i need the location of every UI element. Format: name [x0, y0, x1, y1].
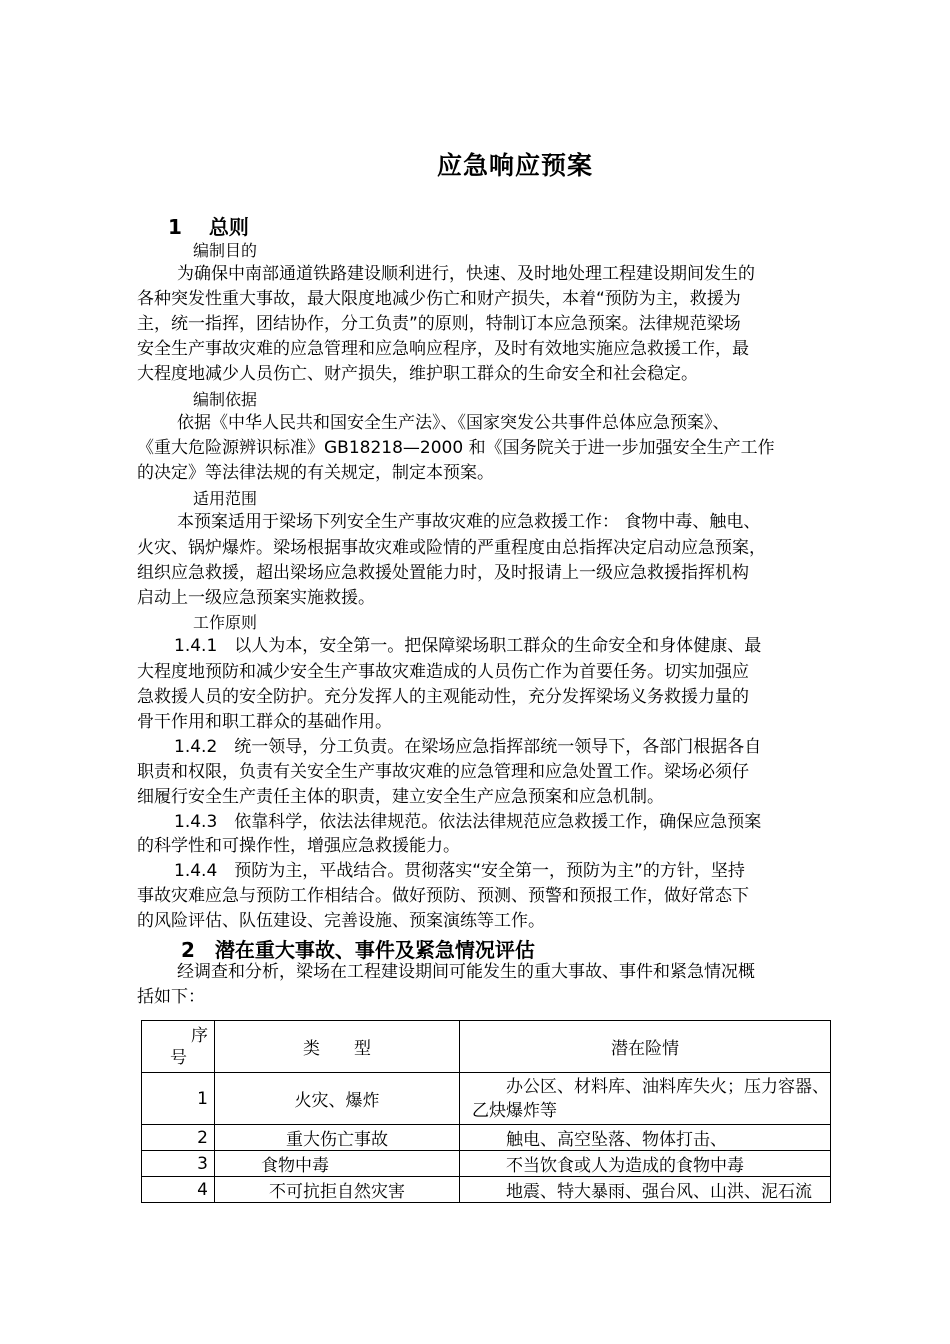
scope-line: 本预案适用于梁场下列安全生产事故灾难的应急救援工作： 食物中毒、触电、 [177, 512, 761, 532]
row-risk-line: 乙炔爆炸等 [472, 1100, 557, 1121]
row-risk: 不当饮食或人为造成的食物中毒 [460, 1151, 831, 1177]
purpose-line: 各种突发性重大事故，最大限度地减少伤亡和财产损失，本着“预防为主，救援为 [137, 289, 741, 309]
basis-line: 《重大危险源辨识标准》GB18218—2000 和《国务院关于进一步加强安全生产工作 [137, 438, 775, 458]
header-seq [142, 1021, 215, 1073]
row-seq: 1 [142, 1073, 215, 1125]
section-2-intro-line: 括如下： [137, 987, 205, 1007]
principle-line: 大程度地预防和减少安全生产事故灾难造成的人员伤亡作为首要任务。切实加强应 [137, 662, 749, 682]
purpose-line: 主，统一指挥，团结协作，分工负责”的原则，特制订本应急预案。法律规范梁场 [137, 314, 741, 334]
basis-heading: 编制依据 [193, 390, 258, 409]
row-type: 火灾、爆炸 [215, 1073, 460, 1125]
row-risk-line: 办公区、材料库、油料库失火；压力容器、 [472, 1076, 829, 1097]
scope-line: 组织应急救援，超出梁场应急救援处置能力时，及时报请上一级应急救援指挥机构 [137, 563, 749, 583]
principle-line: 1.4.2 统一领导，分工负责。在梁场应急指挥部统一领导下，各部门根据各自 [174, 737, 762, 757]
row-seq: 4 [142, 1177, 215, 1203]
header-seq-top: 序 [191, 1025, 208, 1046]
header-risk: 潜在险情 [460, 1021, 831, 1073]
purpose-line: 为确保中南部通道铁路建设顺利进行，快速、及时地处理工程建设期间发生的 [177, 264, 755, 284]
principle-line: 职责和权限，负责有关安全生产事故灾难的应急管理和应急处置工作。梁场必须仔 [137, 762, 749, 782]
purpose-line: 安全生产事故灾难的应急管理和应急响应程序，及时有效地实施应急救援工作，最 [137, 339, 749, 359]
row-risk: 地震、特大暴雨、强台风、山洪、泥石流 [460, 1177, 831, 1203]
section-2-heading: 2 潜在重大事故、事件及紧急情况评估 [181, 938, 535, 962]
principle-line: 事故灾难应急与预防工作相结合。做好预防、预测、预警和预报工作，做好常态下 [137, 886, 749, 906]
page-title: 应急响应预案 [436, 151, 593, 180]
basis-line: 依据《中华人民共和国安全生产法》、《国家突发公共事件总体应急预案》、 [177, 413, 730, 433]
row-seq: 3 [142, 1151, 215, 1177]
scope-line: 火灾、锅炉爆炸。梁场根据事故灾难或险情的严重程度由总指挥决定启动应急预案， [137, 538, 766, 558]
scope-line: 启动上一级应急预案实施救援。 [137, 588, 375, 608]
basis-line: 的决定》等法律法规的有关规定，制定本预案。 [137, 463, 494, 483]
section-1-heading: 1 总则 [168, 215, 249, 239]
header-seq-bottom: 号 [170, 1047, 187, 1068]
principle-line: 骨干作用和职工群众的基础作用。 [137, 712, 392, 732]
purpose-heading: 编制目的 [193, 241, 258, 260]
row-type: 不可抗拒自然灾害 [215, 1177, 460, 1203]
table-row [142, 1177, 831, 1203]
principle-line: 1.4.3 依靠科学，依法法律规范。依法法律规范应急救援工作，确保应急预案 [174, 812, 762, 832]
principle-line: 细履行安全生产责任主体的职责，建立安全生产应急预案和应急机制。 [137, 787, 664, 807]
row-risk [460, 1073, 831, 1125]
principle-line: 的科学性和可操作性，增强应急救援能力。 [137, 836, 460, 856]
header-type: 类 型 [215, 1021, 460, 1073]
row-seq: 2 [142, 1125, 215, 1151]
purpose-line: 大程度地减少人员伤亡、财产损失，维护职工群众的生命安全和社会稳定。 [137, 364, 698, 384]
scope-heading: 适用范围 [193, 489, 258, 508]
section-2-intro-line: 经调查和分析，梁场在工程建设期间可能发生的重大事故、事件和紧急情况概 [177, 962, 755, 982]
table-row [142, 1125, 831, 1151]
table-row [142, 1073, 831, 1125]
row-type: 重大伤亡事故 [215, 1125, 460, 1151]
table-row [142, 1151, 831, 1177]
row-type: 食物中毒 [215, 1151, 460, 1177]
principles-heading: 工作原则 [193, 613, 258, 632]
risk-table [141, 1020, 831, 1203]
principle-line: 1.4.1 以人为本，安全第一。把保障梁场职工群众的生命安全和身体健康、最 [174, 636, 762, 656]
principle-line: 的风险评估、队伍建设、完善设施、预案演练等工作。 [137, 911, 545, 931]
principle-line: 急救援人员的安全防护。充分发挥人的主观能动性，充分发挥梁场义务救援力量的 [137, 687, 749, 707]
table-header-row [142, 1021, 831, 1073]
row-risk: 触电、高空坠落、物体打击、 [460, 1125, 831, 1151]
principle-line: 1.4.4 预防为主，平战结合。贯彻落实“安全第一，预防为主”的方针，坚持 [174, 861, 745, 881]
